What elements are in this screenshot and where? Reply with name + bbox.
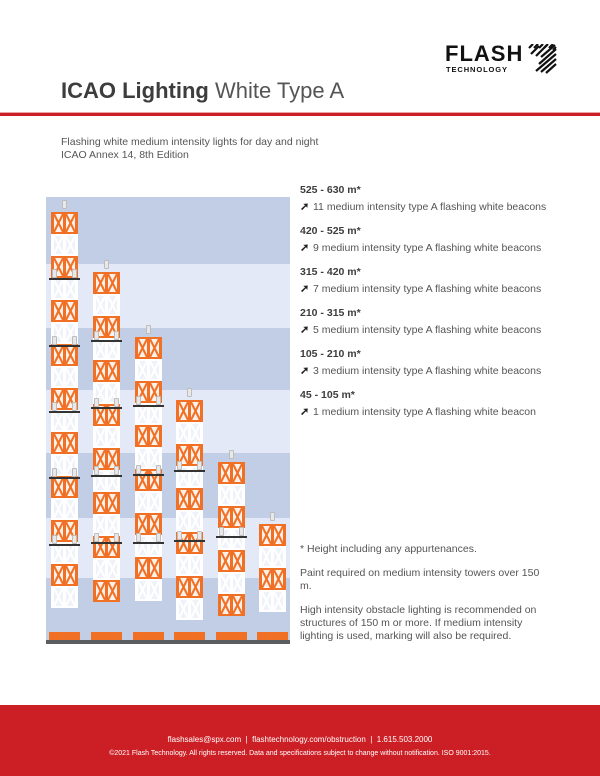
note-height-footnote: * Height including any appurtenances. — [300, 543, 477, 555]
tower-segment-white — [93, 294, 120, 316]
height-band-45-105 — [46, 518, 290, 578]
header-divider — [0, 112, 600, 116]
beacon-platform — [49, 477, 80, 479]
tower-base — [133, 632, 164, 640]
tower-segment-white — [176, 598, 203, 620]
beacon-light-icon — [52, 535, 57, 544]
flash-technology-logo — [445, 41, 565, 76]
beacon-light-icon — [156, 396, 161, 405]
beacon-platform — [174, 540, 205, 542]
tower-segment-orange — [218, 506, 245, 528]
tower — [176, 388, 203, 640]
beacon-light-icon — [72, 402, 77, 411]
tower-segment-orange — [218, 594, 245, 616]
tower-segment-white — [51, 498, 78, 520]
beacon-light-icon — [52, 336, 57, 345]
beacon-light-icon — [156, 533, 161, 542]
intro-line-1: Flashing white medium intensity lights for day and night — [61, 136, 319, 148]
tower — [51, 200, 78, 640]
tower — [93, 260, 120, 640]
range-item — [300, 266, 550, 296]
beacon-light-icon — [197, 531, 202, 540]
tower-segment-white — [51, 234, 78, 256]
range-title: 105 - 210 m* — [300, 348, 361, 360]
ground-line — [46, 640, 290, 644]
range-item — [300, 348, 550, 378]
tower-segment-orange — [51, 212, 78, 234]
range-item — [300, 225, 550, 255]
tower-segment-orange — [93, 492, 120, 514]
beacon-platform — [49, 345, 80, 347]
tower-segment-orange — [176, 488, 203, 510]
tower-segment-orange — [176, 576, 203, 598]
tower-segment-orange — [218, 550, 245, 572]
tower-segment-white — [176, 422, 203, 444]
beacon-light-icon — [62, 200, 67, 209]
beacon-light-icon — [104, 260, 109, 269]
tower-segment-orange — [176, 400, 203, 422]
tower-segment-white — [51, 410, 78, 432]
tower-base — [49, 632, 80, 640]
beacon-platform — [91, 542, 122, 544]
height-band-210-315 — [46, 390, 290, 453]
beacon-light-icon — [136, 465, 141, 474]
range-description: 1 medium intensity type A flashing white beacon — [313, 406, 536, 418]
beacon-light-icon — [229, 450, 234, 459]
tower-segment-orange — [51, 432, 78, 454]
beacon-light-icon — [177, 531, 182, 540]
tower-segment-white — [51, 586, 78, 608]
range-description: 3 medium intensity type A flashing white beacons — [313, 365, 542, 377]
beacon-platform — [174, 470, 205, 472]
range-description: 7 medium intensity type A flashing white beacons — [313, 283, 542, 295]
height-band-525-630 — [46, 197, 290, 264]
logo-subtitle: TECHNOLOGY — [446, 65, 508, 74]
beacon-platform — [133, 542, 164, 544]
logo-wordmark: FLASH — [445, 41, 524, 66]
range-description: 9 medium intensity type A flashing white beacons — [313, 242, 542, 254]
tower-segment-orange — [218, 462, 245, 484]
beacon-light-icon — [219, 527, 224, 536]
tower-segment-orange — [135, 513, 162, 535]
beacon-light-icon — [146, 325, 151, 334]
tower-base — [216, 632, 247, 640]
beacon-light-icon — [114, 398, 119, 407]
range-title: 315 - 420 m* — [300, 266, 361, 278]
range-item — [300, 307, 550, 337]
beacon-light-icon — [52, 269, 57, 278]
height-band-420-525 — [46, 264, 290, 328]
tower-segment-white — [93, 558, 120, 580]
arrow-up-right-icon: ➚ — [300, 406, 310, 418]
range-item — [300, 184, 550, 214]
beacon-light-icon — [136, 533, 141, 542]
beacon-platform — [133, 474, 164, 476]
arrow-up-right-icon: ➚ — [300, 283, 310, 295]
arrow-up-right-icon: ➚ — [300, 242, 310, 254]
height-band-0-45 — [46, 578, 290, 640]
tower-segment-orange — [51, 564, 78, 586]
tower-base — [257, 632, 288, 640]
intro-line-2: ICAO Annex 14, 8th Edition — [61, 149, 189, 161]
tower-segment-white — [176, 554, 203, 576]
beacon-light-icon — [114, 533, 119, 542]
note-high-intensity: High intensity obstacle lighting is recommended on structures of 150 m or more. If medium intensity lighting is used, marking will also be required. — [300, 604, 537, 642]
flash-logo-mark-icon — [527, 44, 557, 74]
tower-segment-orange — [93, 272, 120, 294]
height-band-105-210 — [46, 453, 290, 518]
tower-segment-white — [93, 426, 120, 448]
beacon-platform — [49, 278, 80, 280]
tower-segment-white — [259, 546, 286, 568]
footer-legal: ©2021 Flash Technology. All rights reserved. Data and specifications subject to change without notification. ISO 9001:2015. — [109, 750, 491, 757]
page-title — [61, 78, 344, 104]
beacon-light-icon — [114, 466, 119, 475]
beacon-light-icon — [187, 388, 192, 397]
tower-segment-orange — [51, 476, 78, 498]
tower-segment-white — [135, 491, 162, 513]
beacon-light-icon — [52, 402, 57, 411]
arrow-up-right-icon: ➚ — [300, 324, 310, 336]
tower-segment-white — [176, 510, 203, 532]
tower-base — [91, 632, 122, 640]
arrow-up-right-icon: ➚ — [300, 365, 310, 377]
beacon-light-icon — [94, 398, 99, 407]
beacon-platform — [91, 475, 122, 477]
beacon-light-icon — [72, 468, 77, 477]
beacon-platform — [216, 536, 247, 538]
beacon-light-icon — [239, 527, 244, 536]
footer — [0, 705, 600, 776]
beacon-light-icon — [156, 465, 161, 474]
beacon-light-icon — [136, 396, 141, 405]
height-range-list — [300, 184, 550, 430]
intro-text — [61, 136, 318, 162]
tower-segment-orange — [51, 344, 78, 366]
tower-segment-orange — [259, 524, 286, 546]
tower-segment-orange — [259, 568, 286, 590]
beacon-platform — [91, 407, 122, 409]
arrow-up-right-icon: ➚ — [300, 201, 310, 213]
beacon-platform — [49, 544, 80, 546]
note-paint: Paint required on medium intensity towers over 150 m. — [300, 567, 540, 592]
page-title-bold: ICAO Lighting — [61, 78, 209, 103]
beacon-light-icon — [270, 512, 275, 521]
range-title: 525 - 630 m* — [300, 184, 361, 196]
tower-base — [174, 632, 205, 640]
tower-segment-white — [218, 572, 245, 594]
beacon-light-icon — [94, 533, 99, 542]
beacon-light-icon — [94, 331, 99, 340]
tower-segment-white — [51, 366, 78, 388]
range-title: 210 - 315 m* — [300, 307, 361, 319]
beacon-platform — [133, 405, 164, 407]
tower — [259, 512, 286, 640]
tower-segment-white — [135, 579, 162, 601]
tower-segment-orange — [93, 360, 120, 382]
footer-contact: flashsales@spx.com | flashtechnology.com/obstruction | 1.615.503.2000 — [167, 735, 433, 744]
tower-segment-white — [259, 590, 286, 612]
beacon-light-icon — [197, 461, 202, 470]
tower-segment-white — [51, 278, 78, 300]
beacon-light-icon — [72, 269, 77, 278]
tower-segment-orange — [135, 337, 162, 359]
notes — [300, 543, 552, 654]
tower-segment-white — [135, 359, 162, 381]
beacon-light-icon — [72, 336, 77, 345]
beacon-light-icon — [114, 331, 119, 340]
beacon-light-icon — [52, 468, 57, 477]
range-title: 45 - 105 m* — [300, 389, 355, 401]
beacon-light-icon — [72, 535, 77, 544]
tower-segment-orange — [135, 557, 162, 579]
tower — [135, 325, 162, 640]
range-description: 11 medium intensity type A flashing white beacons — [313, 201, 547, 213]
tower-lighting-illustration — [46, 197, 290, 644]
page-title-light: White Type A — [214, 78, 345, 103]
beacon-light-icon — [94, 466, 99, 475]
beacon-platform — [91, 340, 122, 342]
tower-segment-white — [218, 484, 245, 506]
beacon-light-icon — [177, 461, 182, 470]
tower-segment-orange — [51, 300, 78, 322]
range-item — [300, 389, 550, 419]
height-band-315-420 — [46, 328, 290, 390]
range-title: 420 - 525 m* — [300, 225, 361, 237]
tower-segment-orange — [93, 580, 120, 602]
beacon-platform — [49, 411, 80, 413]
range-description: 5 medium intensity type A flashing white beacons — [313, 324, 542, 336]
tower — [218, 450, 245, 640]
tower-segment-orange — [135, 425, 162, 447]
